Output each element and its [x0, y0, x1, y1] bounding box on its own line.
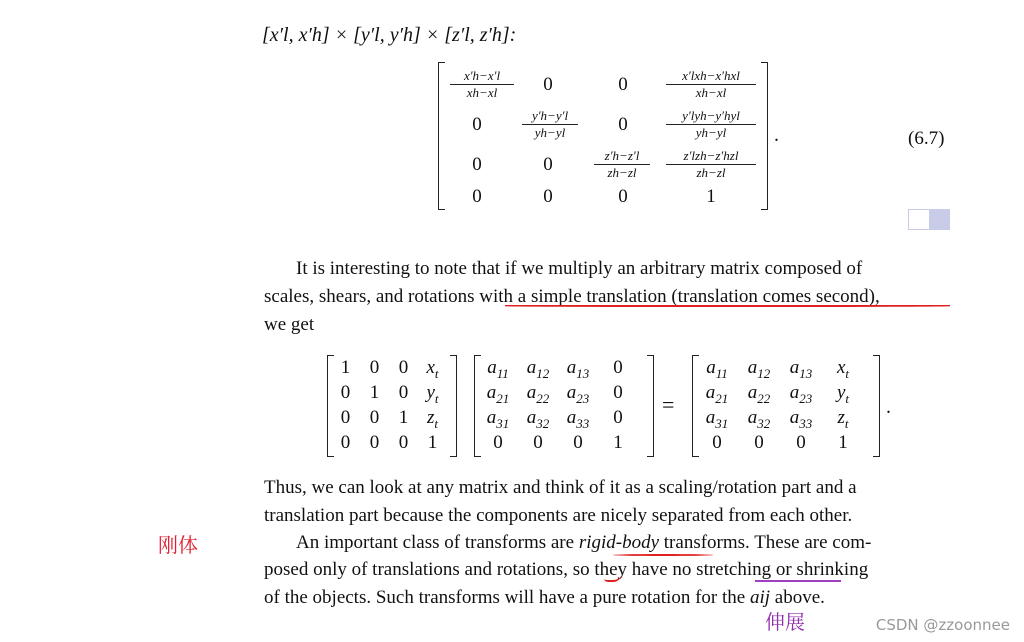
- matrix-cell: $a_{12}$: [526, 357, 550, 381]
- matrix-cell: 0: [754, 432, 764, 453]
- matrix-cell: $a_{11}$: [487, 357, 509, 381]
- annotation-stretching-chinese: 伸展: [765, 610, 805, 634]
- matrix-cell: 0: [398, 382, 409, 403]
- matrix-cell: $a_{23}$: [566, 382, 590, 406]
- paragraph2-line1: Thus, we can look at any matrix and think of it as a scaling/rotation part and a: [264, 477, 857, 498]
- matrix-cell: 0: [712, 432, 722, 453]
- csdn-watermark: CSDN @zzoonnee: [875, 616, 1010, 634]
- matrix-cell: $y_t$: [836, 382, 850, 406]
- paragraph1-line3: we get: [264, 314, 315, 335]
- matrix-cell: 0: [613, 382, 623, 403]
- matrix-cell: $a_{13}$: [566, 357, 590, 381]
- matrix-cell: $y_t$: [426, 382, 439, 406]
- equation-number: (6.7): [908, 128, 945, 149]
- interval-product-formula: [x′l, x′h] × [y′l, y′h] × [z′l, z′h]:: [262, 24, 517, 46]
- matrix-cell: 0: [398, 357, 409, 378]
- matrix-translation: [327, 355, 457, 459]
- matrix-cell: $x_t$: [426, 357, 439, 381]
- matrix-cell: $a_{31}$: [486, 407, 510, 431]
- matrix-cell: $a_{33}$: [789, 407, 813, 431]
- equals-sign: =: [662, 392, 675, 417]
- matrix-period: .: [774, 124, 779, 146]
- matrix-cell: $a_{32}$: [526, 407, 550, 431]
- matrix-cell: 0: [340, 382, 351, 403]
- matrix-result: [692, 355, 880, 459]
- annotation-rigid-body-chinese: 刚体: [158, 533, 198, 557]
- matrix-cell: 0: [369, 357, 380, 378]
- matrix-cell: 0: [613, 357, 623, 378]
- matrix-cell: $z_t$: [426, 407, 439, 431]
- matrix-cell: $a_{23}$: [789, 382, 813, 406]
- matrix-6-7: $\frac{x'h-x'l}{xh-xl}$ 0 0 x′lxh−x′hxl xh−xl 0 $\frac{y'h-y'l}{yh-yl}$ 0 y′lyh−y′hyl yh−yl 0 0 $\frac{z'h-z'l}{zh-zl}$ z′lzh−z′hzl zh−zl 0 0 0 1: [438, 62, 768, 212]
- matrix-cell: 1: [613, 432, 623, 453]
- matrix-cell: 1: [427, 432, 438, 453]
- matrix-affine: [474, 355, 654, 459]
- matrix-cell: $a_{12}$: [747, 357, 771, 381]
- matrix-cell: $x_t$: [836, 357, 850, 381]
- matrix-cell: $a_{11}$: [706, 357, 728, 381]
- paragraph3-line2: posed only of translations and rotations, so they have no stretching or shrinking: [264, 559, 869, 580]
- rigid-body-term: rigid-body: [578, 532, 660, 553]
- matrix-cell: 0: [613, 407, 623, 428]
- matrix-cell: $a_{31}$: [705, 407, 729, 431]
- matrix-cell: 0: [573, 432, 583, 453]
- red-underline-rigid-body: [613, 554, 713, 556]
- matrix-cell: 0: [398, 432, 409, 453]
- red-underline-translation: [505, 305, 950, 307]
- matrix-cell: $a_{32}$: [747, 407, 771, 431]
- matrix-cell: 0: [533, 432, 543, 453]
- paragraph3-line1: An important class of transforms are rigid-body transforms. These are com-: [296, 532, 872, 553]
- product-period: .: [886, 396, 891, 418]
- matrix-cell: $a_{21}$: [705, 382, 729, 406]
- paragraph1-line1: It is interesting to note that if we multiply an arbitrary matrix composed of: [296, 258, 863, 279]
- paragraph1-line2: scales, shears, and rotations with a simple translation (translation comes second),: [264, 286, 880, 307]
- matrix-cell: 0: [369, 407, 380, 428]
- matrix-cell: 0: [796, 432, 806, 453]
- matrix-cell: 0: [493, 432, 503, 453]
- matrix-cell: 0: [369, 432, 380, 453]
- matrix-cell: 1: [398, 407, 409, 428]
- scroll-indicator[interactable]: [908, 209, 950, 230]
- matrix-cell: 1: [340, 357, 351, 378]
- paragraph3-line3: of the objects. Such transforms will have a pure rotation for the aij above.: [264, 587, 825, 608]
- matrix-cell: 1: [369, 382, 380, 403]
- matrix-cell: $a_{22}$: [747, 382, 771, 406]
- matrix-cell: 1: [838, 432, 848, 453]
- matrix-cell: $a_{21}$: [486, 382, 510, 406]
- paragraph2-line2: translation part because the components are nicely separated from each other.: [264, 505, 853, 526]
- matrix-cell: 0: [340, 407, 351, 428]
- matrix-cell: $a_{13}$: [789, 357, 813, 381]
- purple-underline-stretching: [755, 580, 841, 582]
- matrix-cell: $z_t$: [837, 407, 849, 431]
- matrix-cell: $a_{22}$: [526, 382, 550, 406]
- matrix-cell: $a_{33}$: [566, 407, 590, 431]
- matrix-cell: 0: [340, 432, 351, 453]
